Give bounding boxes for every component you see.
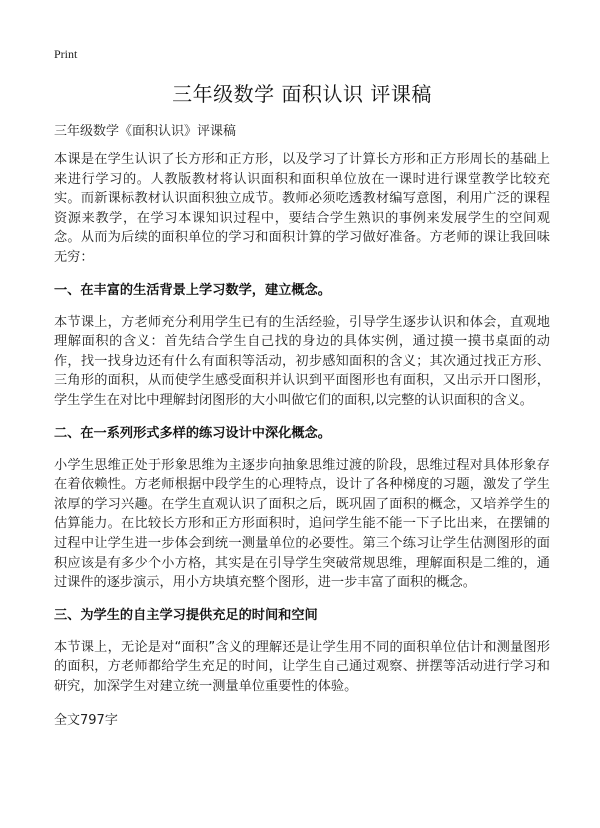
section-body-3: 本节课上，无论是对“面积”含义的理解还是让学生用不同的面积单位估计和测量图形的面积，方老师都给学生充足的时间，让学生自己通过观察、拼摆等活动进行学习和研究，加深学生对建立统一测量单位重要性的体验。 <box>54 639 550 694</box>
section-heading-1: 一、在丰富的生活背景上学习数学，建立概念。 <box>54 282 331 298</box>
section-heading-3: 三、为学生的自主学习提供充足的时间和空间 <box>54 607 318 623</box>
document-subtitle: 三年级数学《面积认识》评课稿 <box>54 124 237 139</box>
print-link[interactable]: Print <box>54 47 78 61</box>
section-body-2: 小学生思维正处于形象思维为主逐步向抽象思维过渡的阶段，思维过程对具体形象存在着依赖性。方老师根据中段学生的心理特点，设计了各种梯度的习题，激发了学生浓厚的学习兴趣。在学生直观认识了面积之后，既巩固了面积的概念，又培养学生的估算能力。在比较长方形和正方形面积时，追问学生能不能一下子比出来，在摆铺的过程中让学生进一步体会到统一测量单位的必要性。第三个练习让学生估测图形的面积应该是有多少个小方格，其实是在引导学生突破常规思维，理解面积是二维的，通过课件的逐步演示，用小方块填充整个图形，进一步丰富了面积的概念。 <box>54 457 550 591</box>
document-body <box>54 150 550 728</box>
word-count: 全文797字 <box>54 713 118 729</box>
intro-paragraph: 本课是在学生认识了长方形和正方形，以及学习了计算长方形和正方形周长的基础上来进行学习的。人教版教材将认识面积和面积单位放在一课时进行课堂教学比较充实。而新课标教材认识面积独立成节。教师必须吃透教材编写意图，利用广泛的课程资源来教学，在学习本课知识过程中，要结合学生熟识的事例来发展学生的空间观念。从而为后续的面积单位的学习和面积计算的学习做好准备。方老师的课让我回味无穷： <box>54 152 550 265</box>
section-body-1: 本节课上，方老师充分利用学生已有的生活经验，引导学生逐步认识和体会，直观地理解面积的含义：首先结合学生自己找的身边的具体实例，通过摸一摸书桌面的动作，找一找身边还有什么有面积等活动，初步感知面积的含义；其次通过找正方形、三角形的面积，从而使学生感受面积并认识到平面图形也有面积，又出示开口图形，学生学生在对比中理解封闭图形的大小叫做它们的面积,以完整的认识面积的含义。 <box>54 314 550 408</box>
document-title: 三年级数学 面积认识 评课稿 <box>172 82 432 106</box>
section-heading-2: 二、在一系列形式多样的练习设计中深化概念。 <box>54 425 331 441</box>
